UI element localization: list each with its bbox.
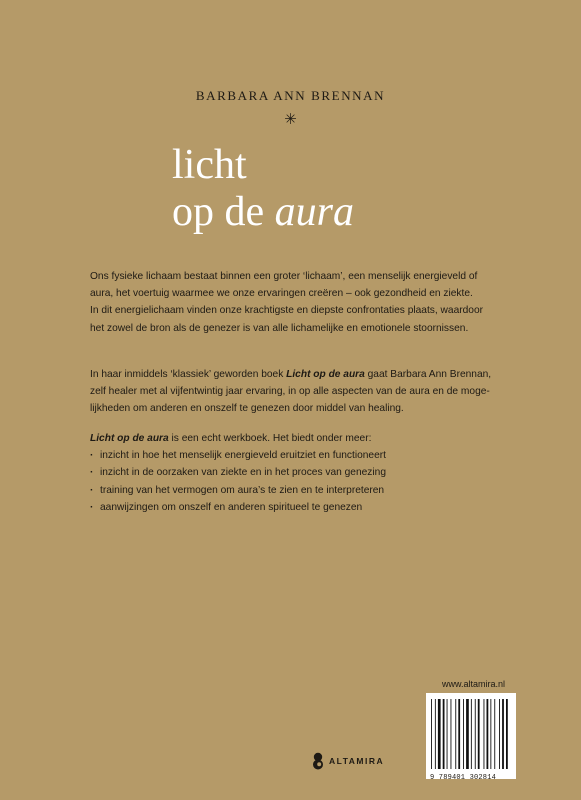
- workbook-intro: [90, 430, 520, 447]
- list-item: · inzicht in hoe het menselijk energieveld eruitziet en functioneert: [90, 447, 520, 464]
- book-title-inline: Licht op de aura: [286, 369, 365, 380]
- list-item: · training van het vermogen om aura’s te zien en te interpreteren: [90, 482, 520, 499]
- workbook-paragraph: [90, 430, 520, 516]
- intro-line: In dit energielichaam vinden onze krachtigste en diepste confrontaties plaats, waardoor: [90, 305, 484, 317]
- asterisk-ornament-icon: ✳: [284, 111, 297, 128]
- intro-paragraph: [90, 268, 520, 337]
- author-paragraph-line: lijkheden om anderen en onszelf te genezen door middel van healing.: [90, 403, 404, 415]
- workbook-intro-text: is een echt werkboek. Het biedt onder meer:: [168, 433, 372, 444]
- title-line-2-regular: op de: [172, 189, 275, 235]
- intro-line: Ons fysieke lichaam bestaat binnen een groter ‘lichaam’, een menselijk energieveld of: [90, 271, 478, 282]
- title-line-2-italic: aura: [274, 189, 355, 235]
- title-line-1: licht: [172, 142, 247, 188]
- book-title: [172, 142, 472, 236]
- barcode-bars-icon: [426, 693, 516, 771]
- isbn-number: 9 789401 302814: [430, 774, 497, 782]
- author-paragraph: [90, 366, 520, 418]
- intro-line: aura, het voertuig waarmee we onze ervaringen creëren – ook gezondheid en ziekte.: [90, 288, 473, 300]
- list-item: · aanwijzingen om onszelf en anderen spiritueel te genezen: [90, 499, 520, 516]
- list-item: · inzicht in de oorzaken van ziekte en in het proces van genezing: [90, 464, 520, 481]
- author-paragraph-line: [90, 366, 520, 383]
- publisher-url[interactable]: www.altamira.nl: [441, 679, 505, 689]
- publisher-name: ALTAMIRA: [329, 756, 385, 766]
- feature-list: [90, 447, 520, 516]
- altamira-logo-icon: [311, 752, 325, 770]
- title-line-2: [172, 189, 472, 236]
- author-name: BARBARA ANN BRENNAN: [195, 88, 386, 103]
- intro-line: het zowel de bron als de genezer is van alle lichamelijke en emotionele stoornissen.: [90, 322, 469, 334]
- barcode: [426, 693, 516, 779]
- author-paragraph-line: zelf healer met al vijfentwintig jaar ervaring, in op alle aspecten van de aura en de moge-: [90, 386, 490, 398]
- publisher-logo: [311, 752, 384, 770]
- author-paragraph-pre: In haar inmiddels ‘klassiek’ geworden boek: [90, 369, 287, 380]
- book-title-inline: Licht op de aura: [90, 433, 169, 444]
- author-paragraph-post: gaat Barbara Ann Brennan,: [364, 369, 492, 380]
